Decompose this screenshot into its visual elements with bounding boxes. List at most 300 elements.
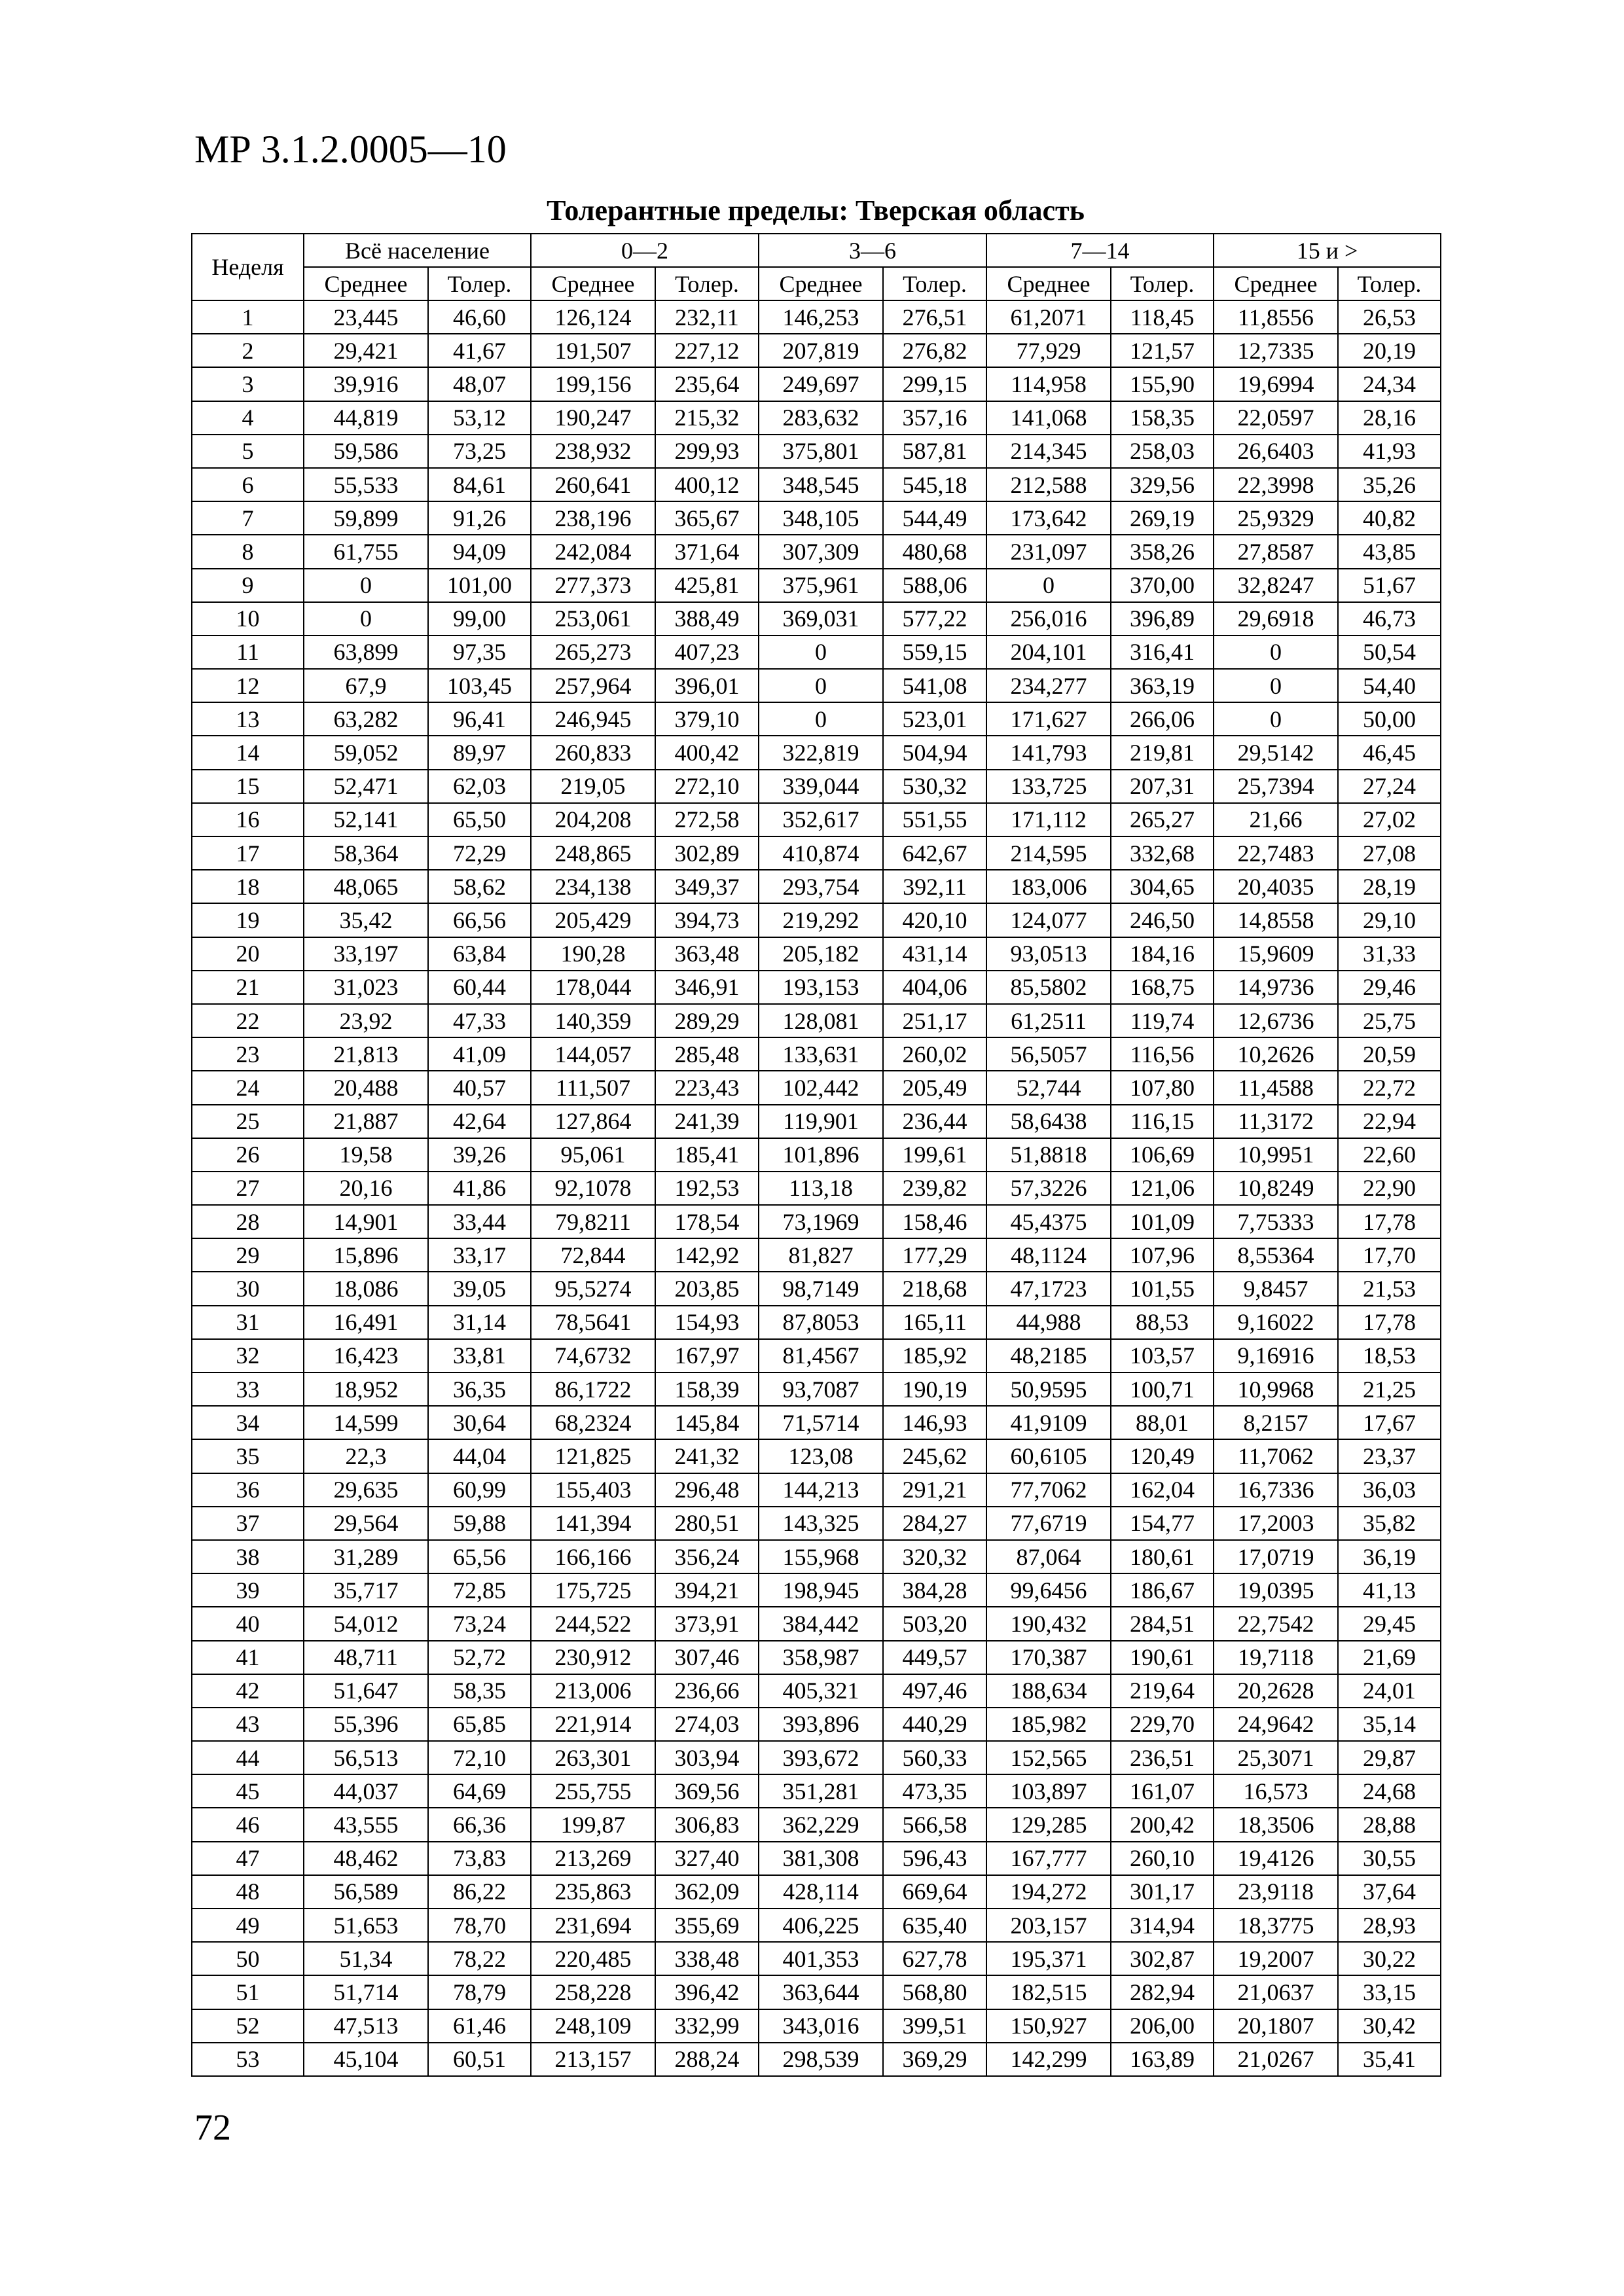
age-0-2-mean-cell: 277,373 <box>531 569 655 602</box>
all-population-mean-cell: 43,555 <box>304 1808 428 1841</box>
age-15-plus-tolerance-cell: 28,16 <box>1338 401 1441 435</box>
age-7-14-mean-cell: 231,097 <box>986 535 1111 568</box>
age-3-6-tolerance-cell: 642,67 <box>883 836 986 870</box>
age-3-6-mean-cell: 358,987 <box>759 1641 883 1674</box>
week-number-cell: 7 <box>192 501 304 535</box>
age-7-14-tolerance-cell: 269,19 <box>1111 501 1214 535</box>
age-15-plus-mean-cell: 29,6918 <box>1214 602 1338 636</box>
age-15-plus-mean-cell: 22,0597 <box>1214 401 1338 435</box>
age-15-plus-mean-cell: 19,0395 <box>1214 1573 1338 1607</box>
age-15-plus-mean-cell: 24,9642 <box>1214 1708 1338 1741</box>
age-15-plus-tolerance-cell: 20,19 <box>1338 334 1441 367</box>
age-0-2-tolerance-cell: 400,42 <box>655 736 759 769</box>
age-0-2-mean-cell: 199,156 <box>531 367 655 401</box>
age-3-6-mean-cell: 155,968 <box>759 1540 883 1573</box>
all-population-tolerance-cell: 60,51 <box>428 2043 531 2076</box>
week-number-cell: 20 <box>192 937 304 971</box>
age-3-6-tolerance-cell: 560,33 <box>883 1741 986 1774</box>
age-0-2-mean-cell: 213,006 <box>531 1674 655 1708</box>
table-row <box>192 1372 1441 1406</box>
week-number-cell: 36 <box>192 1473 304 1507</box>
age-3-6-mean-cell: 362,229 <box>759 1808 883 1841</box>
age-3-6-mean-cell: 348,105 <box>759 501 883 535</box>
age-0-2-tolerance-cell: 285,48 <box>655 1037 759 1071</box>
age-0-2-mean-cell: 205,429 <box>531 903 655 937</box>
week-number-cell: 29 <box>192 1238 304 1272</box>
age-3-6-mean-cell: 87,8053 <box>759 1306 883 1339</box>
age-0-2-tolerance-cell: 302,89 <box>655 836 759 870</box>
age-3-6-tolerance-cell: 369,29 <box>883 2043 986 2076</box>
all-population-mean-cell: 44,037 <box>304 1774 428 1808</box>
all-population-mean-cell: 58,364 <box>304 836 428 870</box>
age-0-2-mean-cell: 260,833 <box>531 736 655 769</box>
age-15-plus-mean-cell: 11,7062 <box>1214 1439 1338 1473</box>
age-3-6-tolerance-cell: 420,10 <box>883 903 986 937</box>
table-row <box>192 1138 1441 1172</box>
age-0-2-mean-cell: 244,522 <box>531 1607 655 1640</box>
table-row <box>192 468 1441 501</box>
week-number-cell: 38 <box>192 1540 304 1573</box>
all-population-tolerance-cell: 40,57 <box>428 1071 531 1104</box>
age-0-2-mean-cell: 191,507 <box>531 334 655 367</box>
age-0-2-tolerance-cell: 280,51 <box>655 1507 759 1540</box>
table-row <box>192 1641 1441 1674</box>
all-population-mean-cell: 67,9 <box>304 669 428 702</box>
age-0-2-mean-cell: 126,124 <box>531 300 655 334</box>
age-15-plus-mean-cell: 0 <box>1214 636 1338 669</box>
all-population-tolerance-cell: 97,35 <box>428 636 531 669</box>
age-15-plus-tolerance-cell: 17,78 <box>1338 1306 1441 1339</box>
age-15-plus-tolerance-cell: 35,82 <box>1338 1507 1441 1540</box>
week-number-cell: 45 <box>192 1774 304 1808</box>
age-3-6-tolerance-cell: 190,19 <box>883 1372 986 1406</box>
age-0-2-tolerance-cell: 289,29 <box>655 1004 759 1037</box>
age-3-6-tolerance-cell: 473,35 <box>883 1774 986 1808</box>
table-row <box>192 903 1441 937</box>
age-15-plus-tolerance-cell: 35,26 <box>1338 468 1441 501</box>
age-7-14-mean-cell: 60,6105 <box>986 1439 1111 1473</box>
age-3-6-mean-cell: 406,225 <box>759 1909 883 1942</box>
age-3-6-tolerance-cell: 559,15 <box>883 636 986 669</box>
age-3-6-tolerance-cell: 568,80 <box>883 1975 986 2009</box>
age-0-2-tolerance-cell: 400,12 <box>655 468 759 501</box>
table-row <box>192 1808 1441 1841</box>
age-15-plus-tolerance-cell: 54,40 <box>1338 669 1441 702</box>
age-3-6-tolerance-cell: 245,62 <box>883 1439 986 1473</box>
age-0-2-mean-cell: 92,1078 <box>531 1172 655 1205</box>
all-population-mean-cell: 45,104 <box>304 2043 428 2076</box>
table-row <box>192 334 1441 367</box>
age-7-14-mean-cell: 129,285 <box>986 1808 1111 1841</box>
age-7-14-tolerance-cell: 88,01 <box>1111 1406 1214 1439</box>
age-7-14-mean-cell: 152,565 <box>986 1741 1111 1774</box>
age-3-6-tolerance-cell: 504,94 <box>883 736 986 769</box>
age-3-6-mean-cell: 401,353 <box>759 1942 883 1975</box>
age-15-plus-tolerance-cell: 29,46 <box>1338 971 1441 1004</box>
all-population-tolerance-cell: 33,44 <box>428 1205 531 1238</box>
age-15-plus-mean-cell: 27,8587 <box>1214 535 1338 568</box>
week-number-cell: 13 <box>192 702 304 736</box>
age-0-2-tolerance-cell: 142,92 <box>655 1238 759 1272</box>
age-3-6-mean-cell: 369,031 <box>759 602 883 636</box>
table-row <box>192 1306 1441 1339</box>
age-7-14-mean-cell: 87,064 <box>986 1540 1111 1573</box>
age-0-2-mean-cell: 144,057 <box>531 1037 655 1071</box>
week-number-cell: 44 <box>192 1741 304 1774</box>
age-7-14-mean-cell: 85,5802 <box>986 971 1111 1004</box>
age-3-6-mean-cell: 93,7087 <box>759 1372 883 1406</box>
age-15-plus-mean-cell: 16,7336 <box>1214 1473 1338 1507</box>
all-population-tolerance-cell: 53,12 <box>428 401 531 435</box>
age-7-14-mean-cell: 48,2185 <box>986 1339 1111 1372</box>
all-population-tolerance-cell: 39,26 <box>428 1138 531 1172</box>
table-row <box>192 435 1441 468</box>
all-population-tolerance-cell: 47,33 <box>428 1004 531 1037</box>
subheader-tolerance: Толер. <box>428 267 531 300</box>
age-0-2-tolerance-cell: 396,01 <box>655 669 759 702</box>
age-3-6-tolerance-cell: 431,14 <box>883 937 986 971</box>
age-7-14-mean-cell: 61,2511 <box>986 1004 1111 1037</box>
age-0-2-tolerance-cell: 356,24 <box>655 1540 759 1573</box>
week-number-cell: 41 <box>192 1641 304 1674</box>
age-3-6-tolerance-cell: 588,06 <box>883 569 986 602</box>
week-number-cell: 11 <box>192 636 304 669</box>
age-15-plus-mean-cell: 19,2007 <box>1214 1942 1338 1975</box>
age-3-6-tolerance-cell: 146,93 <box>883 1406 986 1439</box>
age-3-6-mean-cell: 0 <box>759 636 883 669</box>
table-row <box>192 1004 1441 1037</box>
subheader-mean: Среднее <box>759 267 883 300</box>
age-15-plus-tolerance-cell: 29,10 <box>1338 903 1441 937</box>
age-0-2-tolerance-cell: 167,97 <box>655 1339 759 1372</box>
all-population-tolerance-cell: 33,81 <box>428 1339 531 1372</box>
all-population-tolerance-cell: 63,84 <box>428 937 531 971</box>
all-population-tolerance-cell: 89,97 <box>428 736 531 769</box>
age-7-14-tolerance-cell: 358,26 <box>1111 535 1214 568</box>
age-0-2-tolerance-cell: 379,10 <box>655 702 759 736</box>
all-population-mean-cell: 59,052 <box>304 736 428 769</box>
all-population-tolerance-cell: 39,05 <box>428 1272 531 1305</box>
table-row <box>192 636 1441 669</box>
age-3-6-mean-cell: 144,213 <box>759 1473 883 1507</box>
age-15-plus-mean-cell: 25,3071 <box>1214 1741 1338 1774</box>
all-population-tolerance-cell: 61,46 <box>428 2009 531 2043</box>
all-population-tolerance-cell: 99,00 <box>428 602 531 636</box>
all-population-tolerance-cell: 101,00 <box>428 569 531 602</box>
age-3-6-tolerance-cell: 577,22 <box>883 602 986 636</box>
age-7-14-mean-cell: 183,006 <box>986 870 1111 903</box>
age-7-14-tolerance-cell: 304,65 <box>1111 870 1214 903</box>
age-15-plus-tolerance-cell: 27,02 <box>1338 803 1441 836</box>
age-0-2-mean-cell: 155,403 <box>531 1473 655 1507</box>
all-population-mean-cell: 55,533 <box>304 468 428 501</box>
table-row <box>192 1272 1441 1305</box>
age-0-2-mean-cell: 78,5641 <box>531 1306 655 1339</box>
age-0-2-mean-cell: 199,87 <box>531 1808 655 1841</box>
age-3-6-mean-cell: 343,016 <box>759 2009 883 2043</box>
age-7-14-tolerance-cell: 116,15 <box>1111 1105 1214 1138</box>
age-3-6-tolerance-cell: 587,81 <box>883 435 986 468</box>
age-0-2-tolerance-cell: 236,66 <box>655 1674 759 1708</box>
week-number-cell: 9 <box>192 569 304 602</box>
age-7-14-tolerance-cell: 158,35 <box>1111 401 1214 435</box>
age-3-6-mean-cell: 198,945 <box>759 1573 883 1607</box>
all-population-mean-cell: 56,513 <box>304 1741 428 1774</box>
table-row <box>192 1205 1441 1238</box>
all-population-mean-cell: 51,653 <box>304 1909 428 1942</box>
age-3-6-mean-cell: 143,325 <box>759 1507 883 1540</box>
all-population-mean-cell: 61,755 <box>304 535 428 568</box>
age-7-14-tolerance-cell: 265,27 <box>1111 803 1214 836</box>
age-7-14-tolerance-cell: 284,51 <box>1111 1607 1214 1640</box>
age-15-plus-mean-cell: 9,16916 <box>1214 1339 1338 1372</box>
week-number-cell: 53 <box>192 2043 304 2076</box>
table-row <box>192 770 1441 803</box>
all-population-mean-cell: 59,586 <box>304 435 428 468</box>
all-population-mean-cell: 16,423 <box>304 1339 428 1372</box>
age-0-2-tolerance-cell: 349,37 <box>655 870 759 903</box>
week-number-cell: 34 <box>192 1406 304 1439</box>
group-header-age-15-plus: 15 и > <box>1214 234 1441 267</box>
age-3-6-mean-cell: 205,182 <box>759 937 883 971</box>
age-7-14-tolerance-cell: 219,64 <box>1111 1674 1214 1708</box>
age-15-plus-mean-cell: 11,4588 <box>1214 1071 1338 1104</box>
age-3-6-mean-cell: 307,309 <box>759 535 883 568</box>
week-number-cell: 8 <box>192 535 304 568</box>
all-population-tolerance-cell: 33,17 <box>428 1238 531 1272</box>
all-population-mean-cell: 63,899 <box>304 636 428 669</box>
age-15-plus-tolerance-cell: 28,19 <box>1338 870 1441 903</box>
subheader-mean: Среднее <box>1214 267 1338 300</box>
week-number-cell: 42 <box>192 1674 304 1708</box>
age-0-2-mean-cell: 86,1722 <box>531 1372 655 1406</box>
table-row <box>192 1105 1441 1138</box>
table-row <box>192 367 1441 401</box>
age-3-6-tolerance-cell: 260,02 <box>883 1037 986 1071</box>
age-0-2-mean-cell: 95,061 <box>531 1138 655 1172</box>
age-7-14-tolerance-cell: 258,03 <box>1111 435 1214 468</box>
age-3-6-tolerance-cell: 165,11 <box>883 1306 986 1339</box>
table-row <box>192 1842 1441 1875</box>
all-population-mean-cell: 16,491 <box>304 1306 428 1339</box>
age-3-6-tolerance-cell: 530,32 <box>883 770 986 803</box>
age-0-2-mean-cell: 248,865 <box>531 836 655 870</box>
age-0-2-mean-cell: 127,864 <box>531 1105 655 1138</box>
age-3-6-mean-cell: 98,7149 <box>759 1272 883 1305</box>
all-population-mean-cell: 48,711 <box>304 1641 428 1674</box>
age-3-6-mean-cell: 146,253 <box>759 300 883 334</box>
subheader-mean: Среднее <box>531 267 655 300</box>
age-7-14-tolerance-cell: 301,17 <box>1111 1875 1214 1909</box>
all-population-mean-cell: 44,819 <box>304 401 428 435</box>
age-7-14-tolerance-cell: 363,19 <box>1111 669 1214 702</box>
age-0-2-mean-cell: 238,932 <box>531 435 655 468</box>
age-7-14-mean-cell: 194,272 <box>986 1875 1111 1909</box>
age-0-2-mean-cell: 166,166 <box>531 1540 655 1573</box>
table-row <box>192 1942 1441 1975</box>
age-7-14-mean-cell: 47,1723 <box>986 1272 1111 1305</box>
table-row <box>192 1674 1441 1708</box>
age-3-6-mean-cell: 351,281 <box>759 1774 883 1808</box>
all-population-tolerance-cell: 84,61 <box>428 468 531 501</box>
tolerance-table <box>191 233 1441 2077</box>
age-7-14-tolerance-cell: 180,61 <box>1111 1540 1214 1573</box>
age-15-plus-mean-cell: 7,75333 <box>1214 1205 1338 1238</box>
all-population-mean-cell: 63,282 <box>304 702 428 736</box>
age-0-2-mean-cell: 248,109 <box>531 2009 655 2043</box>
age-0-2-mean-cell: 242,084 <box>531 535 655 568</box>
age-7-14-mean-cell: 56,5057 <box>986 1037 1111 1071</box>
age-3-6-tolerance-cell: 177,29 <box>883 1238 986 1272</box>
table-row <box>192 1540 1441 1573</box>
subheader-tolerance: Толер. <box>883 267 986 300</box>
table-row <box>192 736 1441 769</box>
week-number-cell: 5 <box>192 435 304 468</box>
age-15-plus-tolerance-cell: 23,37 <box>1338 1439 1441 1473</box>
table-row <box>192 1172 1441 1205</box>
age-3-6-mean-cell: 81,827 <box>759 1238 883 1272</box>
age-15-plus-mean-cell: 25,9329 <box>1214 501 1338 535</box>
age-0-2-mean-cell: 253,061 <box>531 602 655 636</box>
all-population-tolerance-cell: 41,86 <box>428 1172 531 1205</box>
age-3-6-mean-cell: 133,631 <box>759 1037 883 1071</box>
age-3-6-mean-cell: 193,153 <box>759 971 883 1004</box>
age-0-2-tolerance-cell: 232,11 <box>655 300 759 334</box>
age-7-14-mean-cell: 124,077 <box>986 903 1111 937</box>
age-0-2-tolerance-cell: 306,83 <box>655 1808 759 1841</box>
age-15-plus-mean-cell: 15,9609 <box>1214 937 1338 971</box>
all-population-tolerance-cell: 46,60 <box>428 300 531 334</box>
age-7-14-tolerance-cell: 107,96 <box>1111 1238 1214 1272</box>
table-row <box>192 602 1441 636</box>
age-7-14-mean-cell: 141,068 <box>986 401 1111 435</box>
age-3-6-mean-cell: 119,901 <box>759 1105 883 1138</box>
all-population-tolerance-cell: 65,85 <box>428 1708 531 1741</box>
week-number-cell: 28 <box>192 1205 304 1238</box>
age-15-plus-mean-cell: 21,0637 <box>1214 1975 1338 2009</box>
age-3-6-mean-cell: 113,18 <box>759 1172 883 1205</box>
age-3-6-tolerance-cell: 440,29 <box>883 1708 986 1741</box>
age-7-14-tolerance-cell: 370,00 <box>1111 569 1214 602</box>
age-3-6-tolerance-cell: 218,68 <box>883 1272 986 1305</box>
age-15-plus-tolerance-cell: 22,60 <box>1338 1138 1441 1172</box>
all-population-tolerance-cell: 64,69 <box>428 1774 531 1808</box>
week-number-cell: 19 <box>192 903 304 937</box>
age-0-2-tolerance-cell: 425,81 <box>655 569 759 602</box>
age-15-plus-mean-cell: 26,6403 <box>1214 435 1338 468</box>
all-population-tolerance-cell: 72,10 <box>428 1741 531 1774</box>
group-header-age-7-14: 7—14 <box>986 234 1214 267</box>
age-3-6-tolerance-cell: 357,16 <box>883 401 986 435</box>
age-15-plus-mean-cell: 19,7118 <box>1214 1641 1338 1674</box>
age-7-14-mean-cell: 190,432 <box>986 1607 1111 1640</box>
table-row <box>192 401 1441 435</box>
all-population-mean-cell: 51,34 <box>304 1942 428 1975</box>
age-15-plus-mean-cell: 14,9736 <box>1214 971 1338 1004</box>
all-population-mean-cell: 56,589 <box>304 1875 428 1909</box>
age-15-plus-tolerance-cell: 41,93 <box>1338 435 1441 468</box>
age-15-plus-tolerance-cell: 27,08 <box>1338 836 1441 870</box>
age-7-14-mean-cell: 45,4375 <box>986 1205 1111 1238</box>
table-row <box>192 669 1441 702</box>
all-population-tolerance-cell: 66,36 <box>428 1808 531 1841</box>
week-number-cell: 32 <box>192 1339 304 1372</box>
age-3-6-tolerance-cell: 551,55 <box>883 803 986 836</box>
week-number-cell: 25 <box>192 1105 304 1138</box>
age-0-2-mean-cell: 255,755 <box>531 1774 655 1808</box>
age-3-6-tolerance-cell: 392,11 <box>883 870 986 903</box>
age-7-14-mean-cell: 150,927 <box>986 2009 1111 2043</box>
table-row <box>192 535 1441 568</box>
subheader-tolerance: Толер. <box>1111 267 1214 300</box>
table-row <box>192 870 1441 903</box>
age-3-6-mean-cell: 73,1969 <box>759 1205 883 1238</box>
age-15-plus-tolerance-cell: 30,55 <box>1338 1842 1441 1875</box>
all-population-mean-cell: 54,012 <box>304 1607 428 1640</box>
age-3-6-mean-cell: 428,114 <box>759 1875 883 1909</box>
age-7-14-mean-cell: 99,6456 <box>986 1573 1111 1607</box>
all-population-mean-cell: 0 <box>304 602 428 636</box>
week-number-cell: 31 <box>192 1306 304 1339</box>
table-row <box>192 1406 1441 1439</box>
age-0-2-tolerance-cell: 369,56 <box>655 1774 759 1808</box>
all-population-tolerance-cell: 60,44 <box>428 971 531 1004</box>
all-population-mean-cell: 31,023 <box>304 971 428 1004</box>
all-population-mean-cell: 23,92 <box>304 1004 428 1037</box>
age-7-14-mean-cell: 41,9109 <box>986 1406 1111 1439</box>
week-number-cell: 24 <box>192 1071 304 1104</box>
all-population-mean-cell: 21,813 <box>304 1037 428 1071</box>
age-0-2-mean-cell: 213,157 <box>531 2043 655 2076</box>
age-0-2-tolerance-cell: 185,41 <box>655 1138 759 1172</box>
age-3-6-tolerance-cell: 276,82 <box>883 334 986 367</box>
age-0-2-tolerance-cell: 272,58 <box>655 803 759 836</box>
age-0-2-tolerance-cell: 338,48 <box>655 1942 759 1975</box>
age-15-plus-tolerance-cell: 41,13 <box>1338 1573 1441 1607</box>
age-15-plus-mean-cell: 8,2157 <box>1214 1406 1338 1439</box>
subheader-tolerance: Толер. <box>655 267 759 300</box>
age-7-14-mean-cell: 203,157 <box>986 1909 1111 1942</box>
table-row <box>192 2043 1441 2076</box>
all-population-mean-cell: 52,141 <box>304 803 428 836</box>
age-3-6-tolerance-cell: 627,78 <box>883 1942 986 1975</box>
week-number-cell: 33 <box>192 1372 304 1406</box>
age-7-14-mean-cell: 77,6719 <box>986 1507 1111 1540</box>
age-0-2-tolerance-cell: 235,64 <box>655 367 759 401</box>
age-7-14-mean-cell: 57,3226 <box>986 1172 1111 1205</box>
age-0-2-tolerance-cell: 371,64 <box>655 535 759 568</box>
table-row <box>192 569 1441 602</box>
all-population-tolerance-cell: 62,03 <box>428 770 531 803</box>
age-3-6-mean-cell: 322,819 <box>759 736 883 769</box>
age-7-14-mean-cell: 204,101 <box>986 636 1111 669</box>
age-7-14-tolerance-cell: 107,80 <box>1111 1071 1214 1104</box>
age-15-plus-mean-cell: 10,9951 <box>1214 1138 1338 1172</box>
age-0-2-tolerance-cell: 203,85 <box>655 1272 759 1305</box>
all-population-mean-cell: 48,462 <box>304 1842 428 1875</box>
all-population-mean-cell: 47,513 <box>304 2009 428 2043</box>
age-7-14-tolerance-cell: 206,00 <box>1111 2009 1214 2043</box>
age-15-plus-mean-cell: 12,7335 <box>1214 334 1338 367</box>
age-15-plus-mean-cell: 23,9118 <box>1214 1875 1338 1909</box>
age-7-14-tolerance-cell: 168,75 <box>1111 971 1214 1004</box>
age-3-6-mean-cell: 219,292 <box>759 903 883 937</box>
age-7-14-mean-cell: 185,982 <box>986 1708 1111 1741</box>
age-3-6-mean-cell: 81,4567 <box>759 1339 883 1372</box>
age-3-6-tolerance-cell: 566,58 <box>883 1808 986 1841</box>
all-population-tolerance-cell: 42,64 <box>428 1105 531 1138</box>
age-15-plus-mean-cell: 17,2003 <box>1214 1507 1338 1540</box>
